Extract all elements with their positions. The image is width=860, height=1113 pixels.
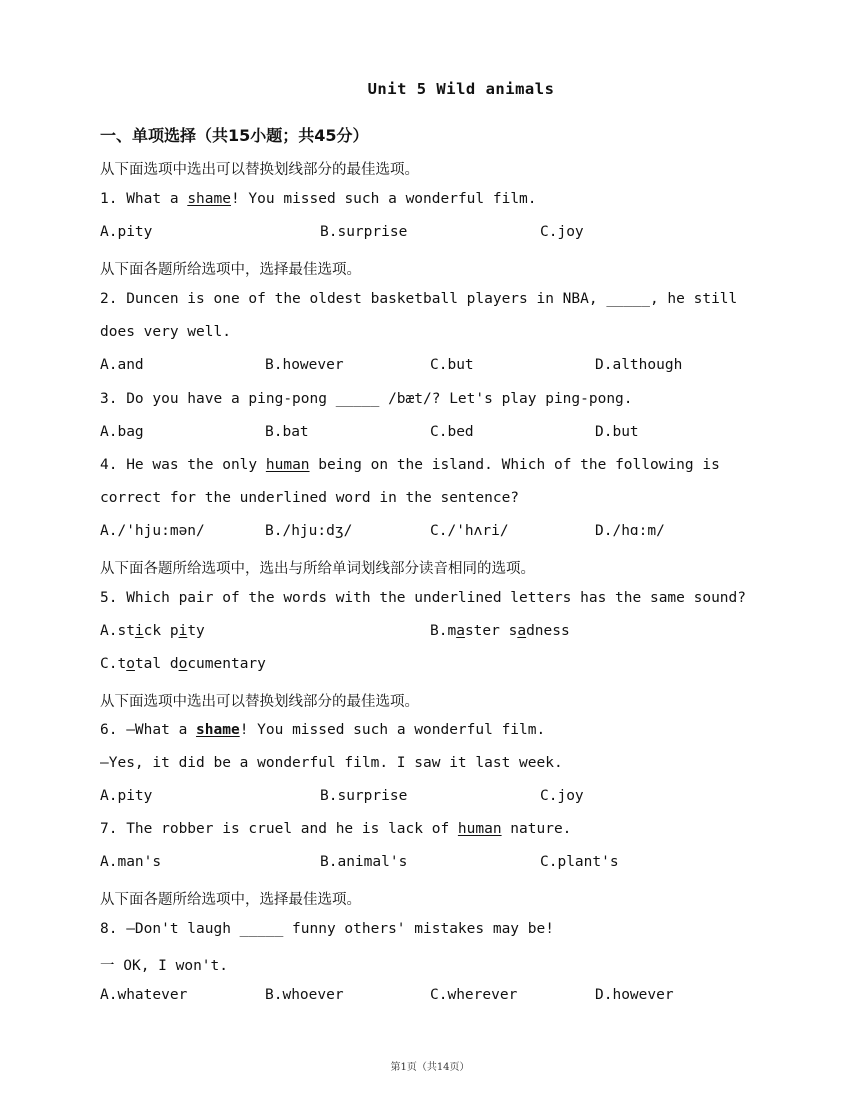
section-heading: 一、单项选择（共15小题；共45分） bbox=[100, 126, 369, 145]
question-4-line2: correct for the underlined word in the sentence? bbox=[100, 490, 520, 506]
question-2-line2: does very well. bbox=[100, 324, 231, 340]
instruction-sound: 从下面各题所给选项中，选出与所给单词划线部分读音相同的选项。 bbox=[100, 561, 535, 577]
question-6-line1 bbox=[100, 722, 545, 738]
instruction-choose-2: 从下面各题所给选项中，选择最佳选项。 bbox=[100, 892, 361, 908]
q6-option-a[interactable]: A.pity bbox=[100, 788, 153, 804]
question-7 bbox=[100, 821, 571, 837]
q7-underlined-word: human bbox=[457, 821, 502, 837]
q4-option-c[interactable]: C./'hʌri/ bbox=[430, 523, 509, 539]
q1-underlined-word: shame bbox=[187, 191, 231, 207]
q4-text-pre: 4. He was the only bbox=[100, 457, 266, 473]
q6-underlined-word: shame bbox=[196, 722, 240, 738]
question-8-line1: 8. —Don't laugh _____ funny others' mistakes may be! bbox=[100, 921, 554, 937]
q3-option-c[interactable]: C.bed bbox=[430, 424, 474, 440]
q4-option-b[interactable]: B./hju:dʒ/ bbox=[265, 523, 353, 539]
q5-option-c[interactable]: C.total documentary bbox=[100, 656, 266, 672]
question-5: 5. Which pair of the words with the underlined letters has the same sound? bbox=[100, 590, 747, 606]
q2-option-d[interactable]: D.although bbox=[595, 357, 683, 373]
q7-option-a[interactable]: A.man's bbox=[100, 854, 162, 870]
q1-text-post: ! You missed such a wonderful film. bbox=[230, 191, 537, 207]
q4-option-a[interactable]: A./'hju:mən/ bbox=[100, 523, 205, 539]
question-3: 3. Do you have a ping-pong _____ /bæt/? Let's play ping-pong. bbox=[100, 391, 633, 407]
q4-option-d[interactable]: D./hɑ:m/ bbox=[595, 523, 665, 539]
q4-underlined-word: human bbox=[265, 457, 310, 473]
question-6-line2: —Yes, it did be a wonderful film. I saw it last week. bbox=[100, 755, 563, 771]
q3-option-a[interactable]: A.bag bbox=[100, 424, 144, 440]
question-8-line2: 一 OK, I won't. bbox=[100, 958, 228, 974]
page-title: Unit 5 Wild animals bbox=[367, 80, 555, 98]
q4-text-post: being on the island. Which of the following is bbox=[309, 457, 720, 473]
q7-text-post: nature. bbox=[501, 821, 572, 837]
q6-option-b[interactable]: B.surprise bbox=[320, 788, 408, 804]
q8-option-b[interactable]: B.whoever bbox=[265, 987, 344, 1003]
q8-option-a[interactable]: A.whatever bbox=[100, 987, 188, 1003]
q8-option-c[interactable]: C.wherever bbox=[430, 987, 518, 1003]
q1-option-a[interactable]: A.pity bbox=[100, 224, 153, 240]
q1-option-b[interactable]: B.surprise bbox=[320, 224, 408, 240]
instruction-replace: 从下面选项中选出可以替换划线部分的最佳选项。 bbox=[100, 162, 419, 178]
q5-option-b[interactable]: B.master sadness bbox=[430, 623, 570, 639]
q7-option-c[interactable]: C.plant's bbox=[540, 854, 619, 870]
q5-option-a[interactable]: A.stick pity bbox=[100, 623, 205, 639]
instruction-choose: 从下面各题所给选项中，选择最佳选项。 bbox=[100, 262, 361, 278]
q7-option-b[interactable]: B.animal's bbox=[320, 854, 408, 870]
question-2-line1: 2. Duncen is one of the oldest basketball players in NBA, _____, he still bbox=[100, 291, 738, 307]
q2-option-a[interactable]: A.and bbox=[100, 357, 144, 373]
q3-option-d[interactable]: D.but bbox=[595, 424, 639, 440]
q6-text-pre: 6. —What a bbox=[100, 722, 197, 738]
question-1 bbox=[100, 191, 537, 207]
q8-option-d[interactable]: D.however bbox=[595, 987, 674, 1003]
q2-option-c[interactable]: C.but bbox=[430, 357, 474, 373]
question-4-line1 bbox=[100, 457, 720, 473]
page-footer: 第1页（共14页） bbox=[390, 1062, 470, 1073]
q7-text-pre: 7. The robber is cruel and he is lack of bbox=[100, 821, 458, 837]
q3-option-b[interactable]: B.bat bbox=[265, 424, 309, 440]
q2-option-b[interactable]: B.however bbox=[265, 357, 344, 373]
q1-option-c[interactable]: C.joy bbox=[540, 224, 584, 240]
instruction-replace-2: 从下面选项中选出可以替换划线部分的最佳选项。 bbox=[100, 694, 419, 710]
q6-option-c[interactable]: C.joy bbox=[540, 788, 584, 804]
q6-text-post: ! You missed such a wonderful film. bbox=[239, 722, 546, 738]
q1-text-pre: 1. What a bbox=[100, 191, 188, 207]
